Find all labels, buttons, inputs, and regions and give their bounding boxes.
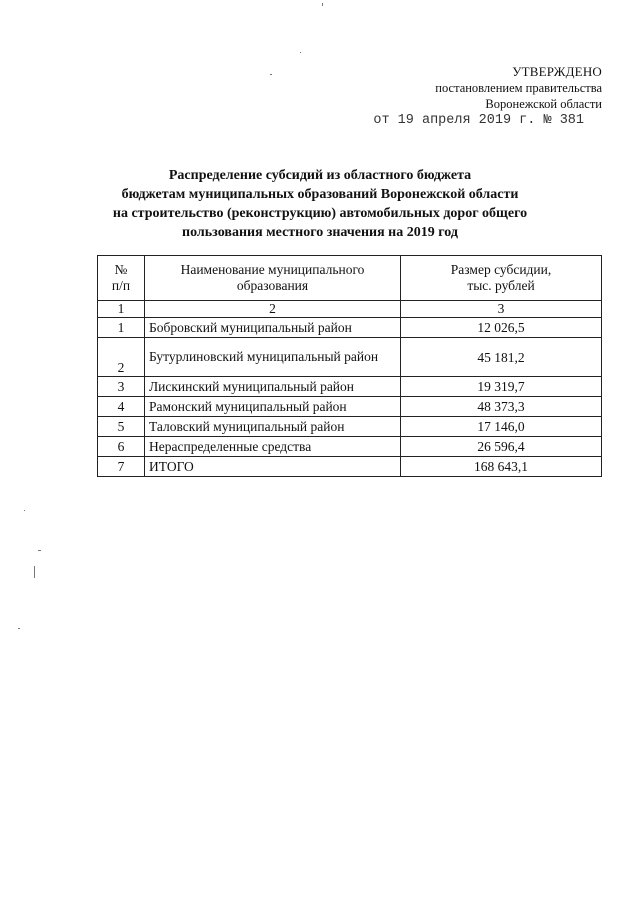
scan-speck <box>38 550 41 551</box>
table-header-row <box>98 256 602 301</box>
table-row <box>98 397 602 417</box>
table-row <box>98 417 602 437</box>
row-amount: 17 146,0 <box>401 417 602 437</box>
row-num: 2 <box>98 338 145 377</box>
row-name: Бутурлиновский муниципальный район <box>145 338 401 377</box>
header-amount <box>401 256 602 301</box>
row-num: 1 <box>98 318 145 338</box>
row-num: 7 <box>98 457 145 477</box>
row-name: Нераспределенные средства <box>145 437 401 457</box>
header-amount-line-1: Размер субсидии, <box>450 262 552 277</box>
row-amount: 45 181,2 <box>401 338 602 377</box>
header-num-line-1: № <box>114 262 128 277</box>
approval-line-2: Воронежской области <box>485 97 602 111</box>
scan-speck <box>24 510 25 511</box>
row-amount: 168 643,1 <box>401 457 602 477</box>
column-number: 3 <box>401 301 602 318</box>
column-number: 1 <box>98 301 145 318</box>
table-row <box>98 377 602 397</box>
row-amount: 19 319,7 <box>401 377 602 397</box>
header-name <box>145 256 401 301</box>
document-title <box>0 166 640 242</box>
row-name: Лискинский муниципальный район <box>145 377 401 397</box>
subsidy-table <box>97 255 602 477</box>
approval-date-line: от 19 апреля 2019 г. № 381 <box>373 113 584 128</box>
header-amount-line-2: тыс. рублей <box>467 278 535 293</box>
row-num: 5 <box>98 417 145 437</box>
header-name-line-1: Наименование муниципального <box>180 262 365 277</box>
approval-block <box>373 64 602 129</box>
row-name: Бобровский муниципальный район <box>145 318 401 338</box>
scan-speck <box>18 628 20 629</box>
row-amount: 48 373,3 <box>401 397 602 417</box>
row-name: Таловский муниципальный район <box>145 417 401 437</box>
header-name-line-2: образования <box>236 278 309 293</box>
table-row <box>98 338 602 377</box>
table-row-total <box>98 457 602 477</box>
approval-heading: УТВЕРЖДЕНО <box>512 64 602 79</box>
header-num-line-2: п/п <box>111 278 131 293</box>
title-line-2: бюджетам муниципальных образований Воронежской области <box>121 187 519 202</box>
header-num <box>98 256 145 301</box>
title-line-3: на строительство (реконструкцию) автомобильных дорог общего <box>112 206 528 221</box>
table-row <box>98 318 602 338</box>
scan-speck <box>34 566 35 578</box>
scan-speck <box>322 3 323 6</box>
title-line-1: Распределение субсидий из областного бюджета <box>168 168 472 183</box>
row-name: ИТОГО <box>145 457 401 477</box>
row-amount: 26 596,4 <box>401 437 602 457</box>
scan-speck <box>270 74 272 75</box>
scan-speck <box>300 52 301 53</box>
row-num: 6 <box>98 437 145 457</box>
column-number: 2 <box>145 301 401 318</box>
row-num: 4 <box>98 397 145 417</box>
approval-line-1: постановлением правительства <box>435 81 602 95</box>
title-line-4: пользования местного значения на 2019 год <box>182 225 458 240</box>
row-amount: 12 026,5 <box>401 318 602 338</box>
row-name: Рамонский муниципальный район <box>145 397 401 417</box>
column-number-row <box>98 301 602 318</box>
row-num: 3 <box>98 377 145 397</box>
table-row <box>98 437 602 457</box>
